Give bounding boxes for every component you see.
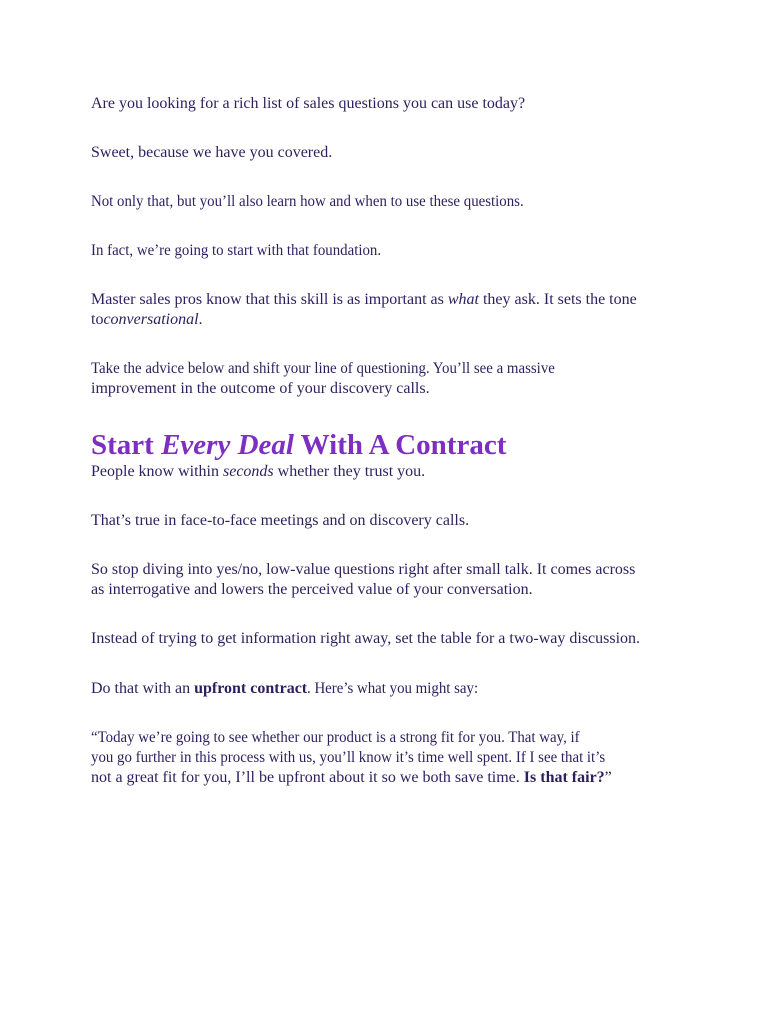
- quote-line-2: you go further in this process with us, you’ll know it’s time well spent. If I see that it’s: [91, 749, 606, 766]
- section-p3-line-2: as interrogative and lowers the perceived value of your conversation.: [91, 581, 533, 598]
- quote-line-1: “Today we’re going to see whether our product is a strong fit for you. That way, if: [91, 729, 580, 746]
- quote-line-3-text: not a great fit for you, I’ll be upfront about it so we both save time.: [91, 769, 524, 786]
- intro-p5-text-c: to: [91, 311, 104, 328]
- intro-text-3: Not only that, but you’ll also learn how and when to use these questions.: [91, 193, 524, 210]
- intro-p5-text-a: Master sales pros know that this skill is as important as: [91, 291, 448, 308]
- intro-text-1: Are you looking for a rich list of sales questions you can use today?: [91, 95, 526, 112]
- section-p1-text-a: People know within: [91, 463, 223, 480]
- intro-paragraph-5: [91, 290, 691, 330]
- section-p1-emphasis: seconds: [223, 463, 274, 480]
- quote-bold-question: Is that fair?: [523, 769, 605, 786]
- intro-paragraph-2: [91, 143, 691, 163]
- section-p3-line-1: So stop diving into yes/no, low-value questions right after small talk. It comes across: [91, 561, 636, 578]
- intro-p5-emphasis-conversational: conversational: [103, 311, 199, 328]
- heading-emphasis: Every Deal: [161, 429, 294, 461]
- quote-close-mark: ”: [604, 769, 612, 786]
- intro-paragraph-1: [91, 94, 691, 114]
- section-paragraph-1: [91, 462, 691, 482]
- intro-p5-text-b: they ask. It sets the tone: [478, 291, 637, 308]
- intro-paragraph-3: [91, 192, 691, 212]
- intro-text-4: In fact, we’re going to start with that foundation.: [91, 242, 382, 259]
- section-heading: [91, 428, 506, 462]
- heading-text-end: With A Contract: [293, 429, 507, 461]
- section-p5-bold: upfront contract: [194, 680, 308, 697]
- intro-paragraph-6: [91, 359, 691, 399]
- intro-p5-line-1: [91, 290, 691, 310]
- section-p5-text-a: Do that with an: [91, 680, 195, 697]
- section-p1-text-b: whether they trust you.: [273, 463, 426, 480]
- section-paragraph-4: [91, 629, 691, 649]
- intro-p6-line-2: improvement in the outcome of your discovery calls.: [91, 380, 430, 397]
- intro-p6-line-1: Take the advice below and shift your line of questioning. You’ll see a massive: [91, 360, 555, 377]
- intro-paragraph-4: [91, 241, 691, 261]
- section-p5-text-b: . Here’s what you might say:: [307, 680, 479, 697]
- intro-p5-text-d: .: [198, 311, 203, 328]
- section-paragraph-5: [91, 679, 691, 699]
- intro-p5-emphasis-what: what: [447, 291, 479, 308]
- heading-text-start: Start: [91, 429, 162, 461]
- intro-text-2: Sweet, because we have you covered.: [91, 144, 333, 161]
- section-p4-text: Instead of trying to get information right away, set the table for a two-way discussion.: [91, 630, 641, 647]
- quote-line-3: [91, 768, 691, 788]
- section-p2-text: That’s true in face-to-face meetings and on discovery calls.: [91, 512, 470, 529]
- section-paragraph-2: [91, 511, 691, 531]
- section-paragraph-3: [91, 560, 691, 600]
- quote-paragraph: [91, 728, 691, 788]
- intro-p5-line-2: [91, 310, 691, 330]
